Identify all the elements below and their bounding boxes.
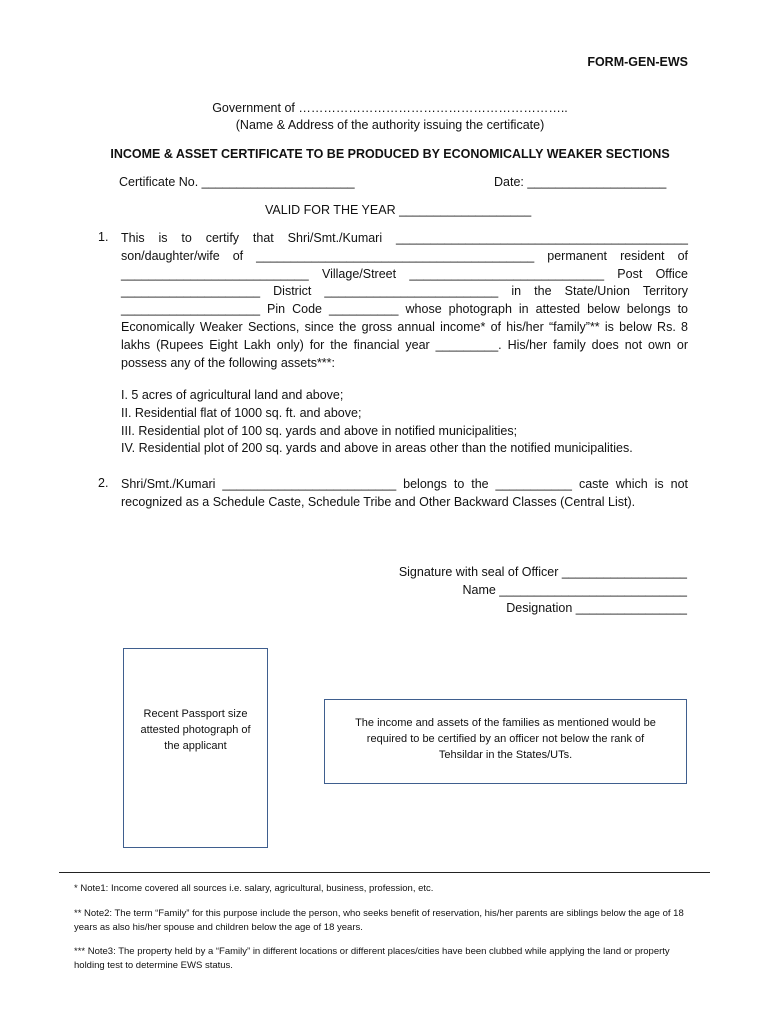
footnote-2: ** Note2: The term “Family” for this purpose include the person, who seeks benefit of reservation, his/her parents are siblings below the age of 18 years as also his/her spouse and children below the age of 18 years.	[74, 908, 684, 933]
asset-item: I. 5 acres of agricultural land and above;	[121, 388, 344, 402]
photo-text-line: attested photograph of	[140, 724, 251, 736]
footnote-1: * Note1: Income covered all sources i.e. salary, agricultural, business, profession, etc.	[74, 883, 434, 894]
note-text-line: Tehsildar in the States/UTs.	[438, 749, 573, 761]
certification-note-text	[331, 715, 680, 763]
signature-block	[267, 564, 687, 617]
officer-name-line: Name ___________________________	[462, 582, 687, 597]
designation-line: Designation ________________	[506, 600, 687, 615]
item-1-number: 1.	[98, 230, 109, 244]
photo-placeholder-text	[124, 706, 267, 754]
footnote-divider	[59, 872, 710, 873]
asset-item: IV. Residential plot of 200 sq. yards and above in areas other than the notified municipalities.	[121, 441, 633, 456]
note-text-line: required to be certified by an officer not below the rank of	[366, 733, 645, 745]
date-field: Date: ____________________	[494, 175, 667, 189]
document-title: INCOME & ASSET CERTIFICATE TO BE PRODUCED BY ECONOMICALLY WEAKER SECTIONS	[110, 147, 670, 161]
asset-list	[121, 387, 701, 458]
item-1-text: This is to certify that Shri/Smt./Kumari __________________________________________ son/daughter/wife of ________________________________________ permanent resident of ___________________________ Village/Street ____________________________ Post Office ____________________ District _________________________ in the State/Union Territory ____________________ Pin Code __________ whose photograph in attested below belongs to Economically Weaker Sections, since the gross annual income* of his/her “family”** is below Rs. 8 lakhs (Rupees Eight Lakh only) for the financial year _________. His/her family does not own or possess any of the following assets***:	[121, 231, 688, 370]
item-2-text: Shri/Smt./Kumari _________________________ belongs to the ___________ caste which is not recognized as a Schedule Caste, Schedule Tribe and Other Backward Classes (Central List).	[121, 477, 688, 509]
form-code: FORM-GEN-EWS	[587, 55, 688, 69]
note-text-line: The income and assets of the families as mentioned would be	[355, 717, 656, 729]
valid-year-field: VALID FOR THE YEAR ___________________	[265, 203, 532, 217]
government-line: Government of ………………………………………………………..	[212, 101, 568, 115]
item-2-number: 2.	[98, 476, 109, 490]
asset-item: III. Residential plot of 100 sq. yards and above in notified municipalities;	[121, 423, 518, 438]
asset-item: II. Residential flat of 1000 sq. ft. and above;	[121, 405, 362, 420]
signature-line: Signature with seal of Officer __________________	[398, 565, 687, 579]
certification-note-box	[324, 699, 687, 784]
authority-line: (Name & Address of the authority issuing the certificate)	[235, 118, 545, 132]
certificate-number-field: Certificate No. ______________________	[119, 175, 355, 189]
photo-text-line: Recent Passport size	[143, 708, 248, 720]
photo-text-line: the applicant	[164, 740, 227, 752]
footnote-3: *** Note3: The property held by a “Family” in different locations or different places/cities have been clubbed while applying the land or property holding test to determine EWS status.	[74, 946, 670, 971]
photo-placeholder-box	[123, 648, 268, 848]
